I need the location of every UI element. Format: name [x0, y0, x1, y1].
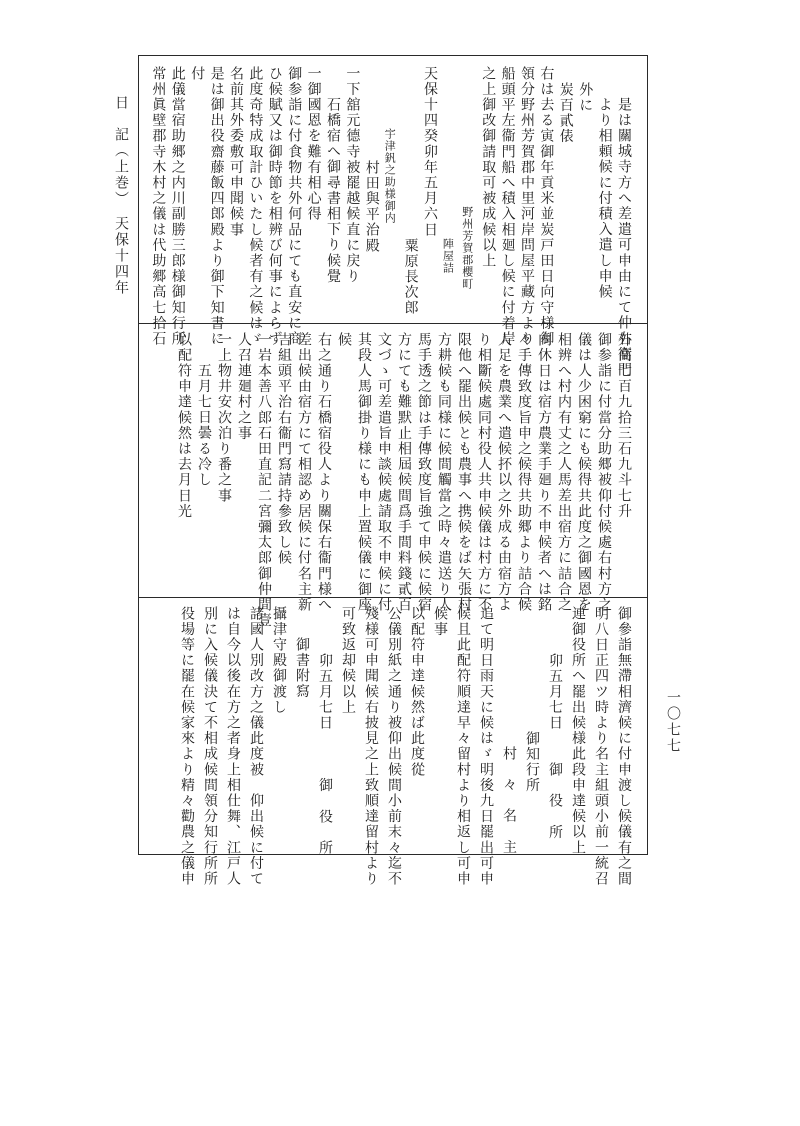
- text-column: 役場等に罷在候家來より精々勸農之儀申: [179, 606, 195, 887]
- text-column: 一岩本善八郎石田直記二宮彌太郎御仲間壹: [256, 332, 272, 629]
- text-column: 外高七百九拾三石九斗七升: [616, 332, 632, 520]
- text-column: 領分野州芳賀郡中里河岸問屋平藏方より: [519, 66, 535, 347]
- text-column: 其段人馬御掛り様にも申上置候儀に御座: [356, 332, 372, 613]
- text-column: 此儀當宿助郷之内川副勝三郎様御知行所: [169, 66, 186, 347]
- text-column: 内休日は宿方農業手廻り不申候者へは銘: [536, 332, 552, 613]
- text-column: 此度奇特成取計ひいたし候者有之候はゞ: [247, 66, 264, 347]
- text-column: 一下舘元德寺被罷越候直に戻り: [344, 66, 361, 285]
- text-column: 御知行所: [524, 730, 540, 794]
- text-column: 五月七日曇る冷し: [196, 363, 212, 488]
- text-column: 卯五月七日 御 役 所: [317, 652, 333, 856]
- text-column: 差出候由宿方にて相認め居候に付名主新: [296, 332, 312, 613]
- text-column: 以配符申達候然ば此度從: [409, 606, 425, 778]
- text-column: 連御役所へ罷出候様此段申達候以上: [570, 606, 586, 856]
- text-column: より相頼候に付積入遣し申候: [596, 97, 613, 300]
- text-column: 右は去る寅御年貢米並炭戸田日向守様御: [538, 66, 555, 347]
- text-column: 公儀別紙之通り被仰出候間小前末々迄不: [386, 606, 402, 887]
- text-column: 候且此配符順達早々留村より相返し可申: [455, 606, 471, 887]
- text-column: 名前其外委敷可申聞候事: [228, 66, 244, 238]
- text-column: 船頭平左衞門船へ積入相廻し候に付着岸: [499, 66, 516, 347]
- text-column: 御書附寫: [294, 637, 310, 700]
- text-column: 別に入候儀決て不相成候間領分知行所所: [202, 606, 218, 887]
- text-column: 馬手透之節は手傳致度旨強て申候に候宿: [416, 332, 432, 613]
- text-column: 之上御改御請取可被成候以上: [480, 66, 497, 269]
- text-column: 一上物井安次泊り番之事: [216, 332, 232, 504]
- text-column: 攝津守殿御渡し: [271, 606, 287, 716]
- text-column: 候事: [432, 606, 448, 638]
- text-column: 常州眞壁郡寺木村之儀は代助郷高七拾石: [150, 66, 167, 347]
- text-column: 御參詣無滯相濟候に付申渡し候儀有之間: [616, 606, 632, 887]
- text-column: 粟原長次郎: [402, 237, 419, 316]
- text-column: 限他へ罷出候とも農事へ携候をば矢張村: [456, 332, 472, 613]
- text-column: 人召連廻村之事: [236, 332, 252, 442]
- text-column: 儀は人少困窮にも候得共此度之御國恩を: [576, 332, 592, 613]
- text-column: 野州芳賀郡櫻町: [460, 206, 474, 291]
- text-column: 方にても難默止相屆候間爲手間料錢貳百: [396, 332, 412, 613]
- text-column: 文づゝ可差遣旨申談候處請取不申候に付: [376, 332, 392, 613]
- text-column: 追て明日雨天に候はゞ明後九日罷出可申: [478, 606, 494, 887]
- text-column: 明八日正四ツ時より名主組頭小前一統召: [593, 606, 609, 887]
- text-column: 々手傳致度旨申之候得共助郷より詰合候: [516, 332, 532, 613]
- text-column: 以配符申達候然は去月日光: [176, 332, 192, 520]
- text-column: 候: [336, 332, 352, 348]
- text-column: 諸國人別改方之儀此度被 仰出候に付て: [248, 606, 264, 887]
- text-column: 是は御出役齋藤飯四郎殿より御下知書に: [208, 66, 225, 347]
- text-column: 炭百貳俵: [557, 81, 574, 144]
- text-column: り相斷候處同村役人共申候儀は村方に不: [476, 332, 492, 613]
- text-column: 殘様可申聞候右披見之上致順達留村より: [363, 606, 379, 887]
- text-column: ひ候賦又は御時節を相辨び何事によらず: [266, 66, 283, 347]
- page-number: 一〇七七: [665, 690, 681, 754]
- text-column: 可致返却候以上: [340, 606, 356, 716]
- text-column: 石橋宿へ御尋書相下り候覺: [325, 97, 341, 285]
- text-column: 天保十四癸卯年五月六日: [422, 66, 438, 238]
- text-column: 是は關城寺方へ差遣可申由にて仲右衞門: [616, 97, 632, 378]
- text-column: 吉組頭平治右衞門寫請持參致し候: [276, 332, 292, 566]
- text-column: 陣屋詰: [441, 237, 455, 274]
- text-column: 村田與平治殿: [363, 159, 380, 254]
- text-column: 方耕候も同様に候間觸當之時々遣送り人: [436, 332, 452, 613]
- running-header: 日 記（上巻） 天保十四年: [113, 95, 129, 296]
- text-column: 一御國恩を難有相心得: [305, 66, 322, 222]
- text-column: 御参詣に付當分助郷被仰付候處右村方之: [596, 332, 612, 613]
- text-column: 付: [189, 66, 206, 82]
- text-column: 右之通り石橋宿役人より關保右衞門様へ: [316, 332, 332, 613]
- text-column: 人足を農業へ遣候抔以之外成る由宿方よ: [496, 332, 512, 613]
- text-column: 宇津釩之助様御内: [383, 128, 397, 225]
- text-column: 相辨へ村内有丈之人馬差出宿方に詰合之: [556, 332, 572, 613]
- text-column: 外に: [577, 81, 594, 113]
- text-column: 村 々 名 主: [501, 746, 517, 856]
- text-column: 御参詣に付食物共外何品にても直安に商: [286, 66, 303, 347]
- text-column: は自今以後在方之者身上相仕舞、江戸人: [225, 606, 241, 887]
- text-column: 卯五月七日 御 役 所: [547, 652, 563, 840]
